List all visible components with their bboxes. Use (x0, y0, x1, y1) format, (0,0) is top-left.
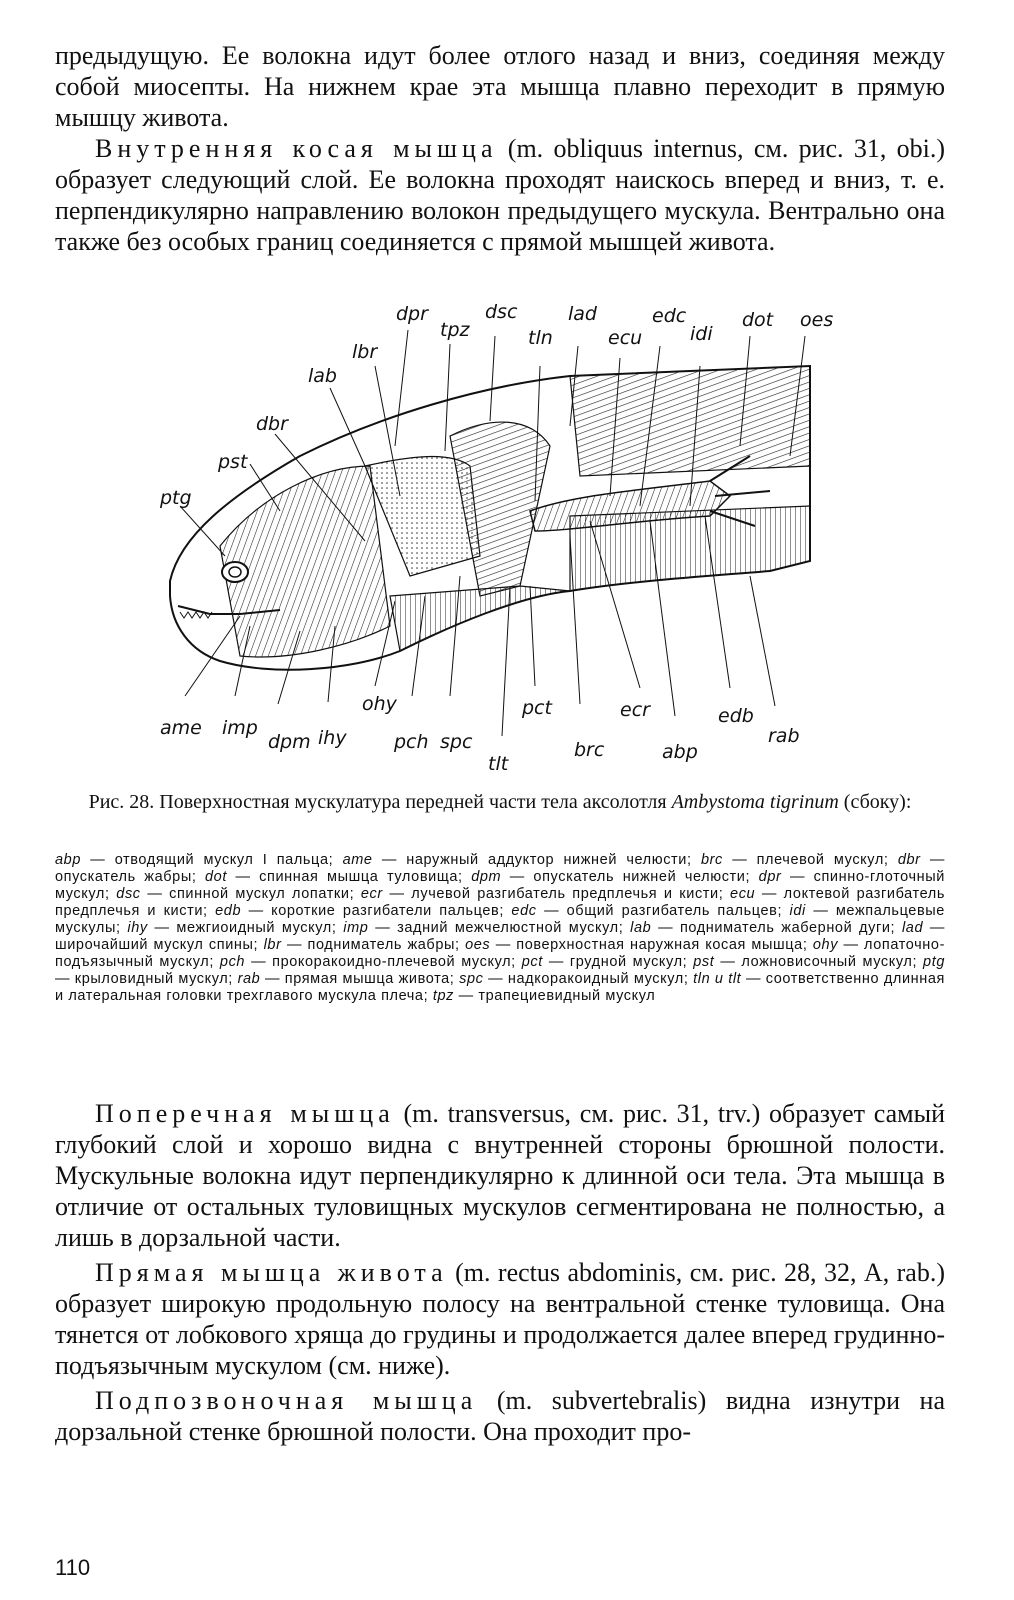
legend-text: — спинная мышца туловища; (226, 869, 472, 885)
caption-species: Ambystoma tigrinum (671, 791, 839, 813)
legend-text: — ложновисочный мускул; (714, 954, 924, 970)
legend-abbrev: ihy (127, 920, 148, 936)
label-pch: pch (394, 731, 429, 753)
ventral-muscle (390, 586, 570, 651)
label-tpz: tpz (440, 319, 470, 341)
legend-abbrev: spc (459, 971, 484, 987)
legend-text: — локтевой разгибатель предплечья и кисти; (55, 886, 945, 919)
legend-abbrev: idi (789, 903, 806, 919)
legend-text: — подниматель жабры; (281, 937, 466, 953)
legend-text: — трапециевидный мускул (454, 988, 656, 1004)
legend-text: — опускатель жабры; (55, 852, 945, 885)
figure-axolotl-musculature (150, 296, 850, 782)
legend-abbrev: ecr (360, 886, 383, 902)
term-obliquus-internus: Внутренняя косая мышца (95, 134, 498, 163)
trunk-dorsal-muscle (570, 366, 810, 476)
label-dsc: dsc (485, 301, 518, 323)
legend-abbrev: ame (342, 852, 373, 868)
label-lad: lad (568, 303, 597, 325)
legend-text: — широчайший мускул спины; (55, 920, 946, 953)
legend-abbrev: tpz (432, 988, 455, 1004)
paragraph-2-text: (m. obliquus internus, см. рис. 31, obi.) образует следующий слой. Ее волокна проходят наискось вперед и вниз, т. е. перпендикулярно направлению волокон предыдущего мускула. Вентрально она также без особых границ соединяется с прямой мышцей живота. (55, 134, 945, 256)
lower-text (55, 1098, 945, 1451)
paragraph-3-text: (m. transversus, см. рис. 31, trv.) образует самый глубокий слой и хорошо видна с внутренней стороны брюшной полости. Мускульные волокна идут перпендикулярно к длинной оси тела. Эта мышца в отличие от остальных туловищных мускулов сегментирована не полностью, а лишь в дорзальной части. (55, 1099, 945, 1252)
paragraph-2 (55, 133, 945, 257)
label-tln: tln (528, 327, 553, 349)
legend-text: — отводящий мускул I пальца; (81, 852, 343, 868)
legend-text: — лопаточно-подъязычный мускул; (55, 937, 945, 970)
legend-abbrev: tln и tlt (693, 971, 742, 987)
legend-abbrev: imp (343, 920, 369, 936)
label-imp: imp (222, 717, 258, 739)
paragraph-5-text: (m. subvertebralis) видна изнутри на дорзальной стенке брюшной полости. Она проходит про- (55, 1386, 946, 1446)
legend-abbrev: dbr (897, 852, 921, 868)
legend-text: — поверхностная наружная косая мышца; (490, 937, 813, 953)
label-idi: idi (690, 323, 713, 345)
legend-abbrev: dsc (116, 886, 141, 902)
legend-text: — прямая мышца живота; (260, 971, 460, 987)
paragraph-5 (55, 1385, 945, 1447)
legend-text: — лучевой разгибатель предплечья и кисти; (382, 886, 731, 902)
legend-abbrev: lbr (263, 937, 282, 953)
label-ptg: ptg (160, 487, 192, 509)
legend-abbrev: brc (700, 852, 723, 868)
label-dbr: dbr (256, 413, 288, 435)
legend-abbrev: edb (215, 903, 242, 919)
paragraph-4-text: (m. rectus abdominis, см. рис. 28, 32, A, rab.) образует широкую продольную полосу на вентральной стенке туловища. Она тянется от лобкового хряща до грудины и продолжается далее вперед грудинно-подъязычным мускулом (см. ниже). (55, 1258, 946, 1380)
legend-abbrev: dpr (758, 869, 782, 885)
figure-legend (55, 852, 945, 1005)
page-number: 110 (55, 1555, 91, 1580)
legend-text: — соответственно длинная и латеральная головки трехглавого мускула плеча; (55, 971, 945, 1004)
legend-text: — грудной мускул; (542, 954, 694, 970)
legend-text: — надкоракоидный мускул; (483, 971, 694, 987)
label-ecu: ecu (608, 327, 643, 349)
legend-text: — крыловидный мускул; (55, 971, 238, 987)
label-spc: spc (440, 731, 473, 753)
legend-abbrev: abp (55, 852, 81, 868)
legend-abbrev: pct (521, 954, 543, 970)
legend-text: — опускатель нижней челюсти; (501, 869, 759, 885)
legend-abbrev: dpm (471, 869, 502, 885)
label-ecr: ecr (620, 699, 650, 721)
legend-abbrev: ptg (923, 954, 945, 970)
label-dpr: dpr (396, 303, 428, 325)
legend-abbrev: ecu (730, 886, 756, 902)
legend-abbrev: oes (465, 937, 491, 953)
label-edb: edb (718, 705, 754, 727)
label-pct: pct (522, 697, 552, 719)
label-tlt: tlt (488, 753, 509, 775)
legend-text: — межпальцевые мускулы; (55, 903, 945, 936)
legend-abbrev: ohy (812, 937, 839, 953)
label-lab: lab (308, 365, 337, 387)
term-rectus-abdominis: Прямая мышца живота (95, 1258, 448, 1287)
label-oes: oes (800, 309, 834, 331)
legend-abbrev: edc (511, 903, 537, 919)
caption-prefix: Рис. 28. Поверхностная мускулатура передней части тела аксолотля (88, 791, 672, 813)
paragraph-1: предыдущую. Ее волокна идут более отлого назад и вниз, соединяя между собой миосепты. На нижнем крае эта мышца плавно переходит в прямую мышцу живота. (55, 41, 945, 132)
legend-text: — плечевой мускул; (722, 852, 898, 868)
legend-text: — спинно-глоточный мускул; (55, 869, 945, 902)
legend-abbrev: dot (205, 869, 227, 885)
label-ohy: ohy (362, 693, 397, 715)
paragraph-4 (55, 1257, 945, 1381)
legend-abbrev: lad (901, 920, 924, 936)
label-abp: abp (662, 741, 698, 763)
paragraph-3 (55, 1098, 945, 1253)
legend-text: — задний межчелюстной мускул; (368, 920, 631, 936)
label-dpm: dpm (268, 731, 311, 753)
top-text (55, 40, 945, 257)
legend-abbrev: pch (219, 954, 246, 970)
legend-text: — межгиоидный мускул; (147, 920, 344, 936)
legend-text: — спинной мускул лопатки; (140, 886, 361, 902)
label-lbr: lbr (352, 341, 378, 363)
legend-abbrev: pst (693, 954, 715, 970)
label-dot: dot (742, 309, 774, 331)
legend-text: — короткие разгибатели пальцев; (241, 903, 512, 919)
caption-suffix: (сбоку): (838, 791, 912, 813)
label-rab: rab (768, 725, 800, 747)
label-pst: pst (218, 451, 248, 473)
legend-text: — наружный аддуктор нижней челюсти; (372, 852, 701, 868)
label-edc: edc (652, 305, 687, 327)
legend-text: — общий разгибатель пальцев; (536, 903, 790, 919)
label-brc: brc (574, 739, 605, 761)
legend-abbrev: lab (630, 920, 652, 936)
figure-caption (55, 790, 945, 814)
term-transversus: Поперечная мышца (95, 1099, 395, 1128)
legend-abbrev: rab (237, 971, 261, 987)
legend-text: — прокоракоидно-плечевой мускул; (245, 954, 522, 970)
label-ame: ame (160, 717, 202, 739)
legend-text: — подниматель жаберной дуги; (651, 920, 902, 936)
label-ihy: ihy (318, 727, 347, 749)
term-subvertebralis: Подпозвоночная мышца (95, 1386, 478, 1415)
